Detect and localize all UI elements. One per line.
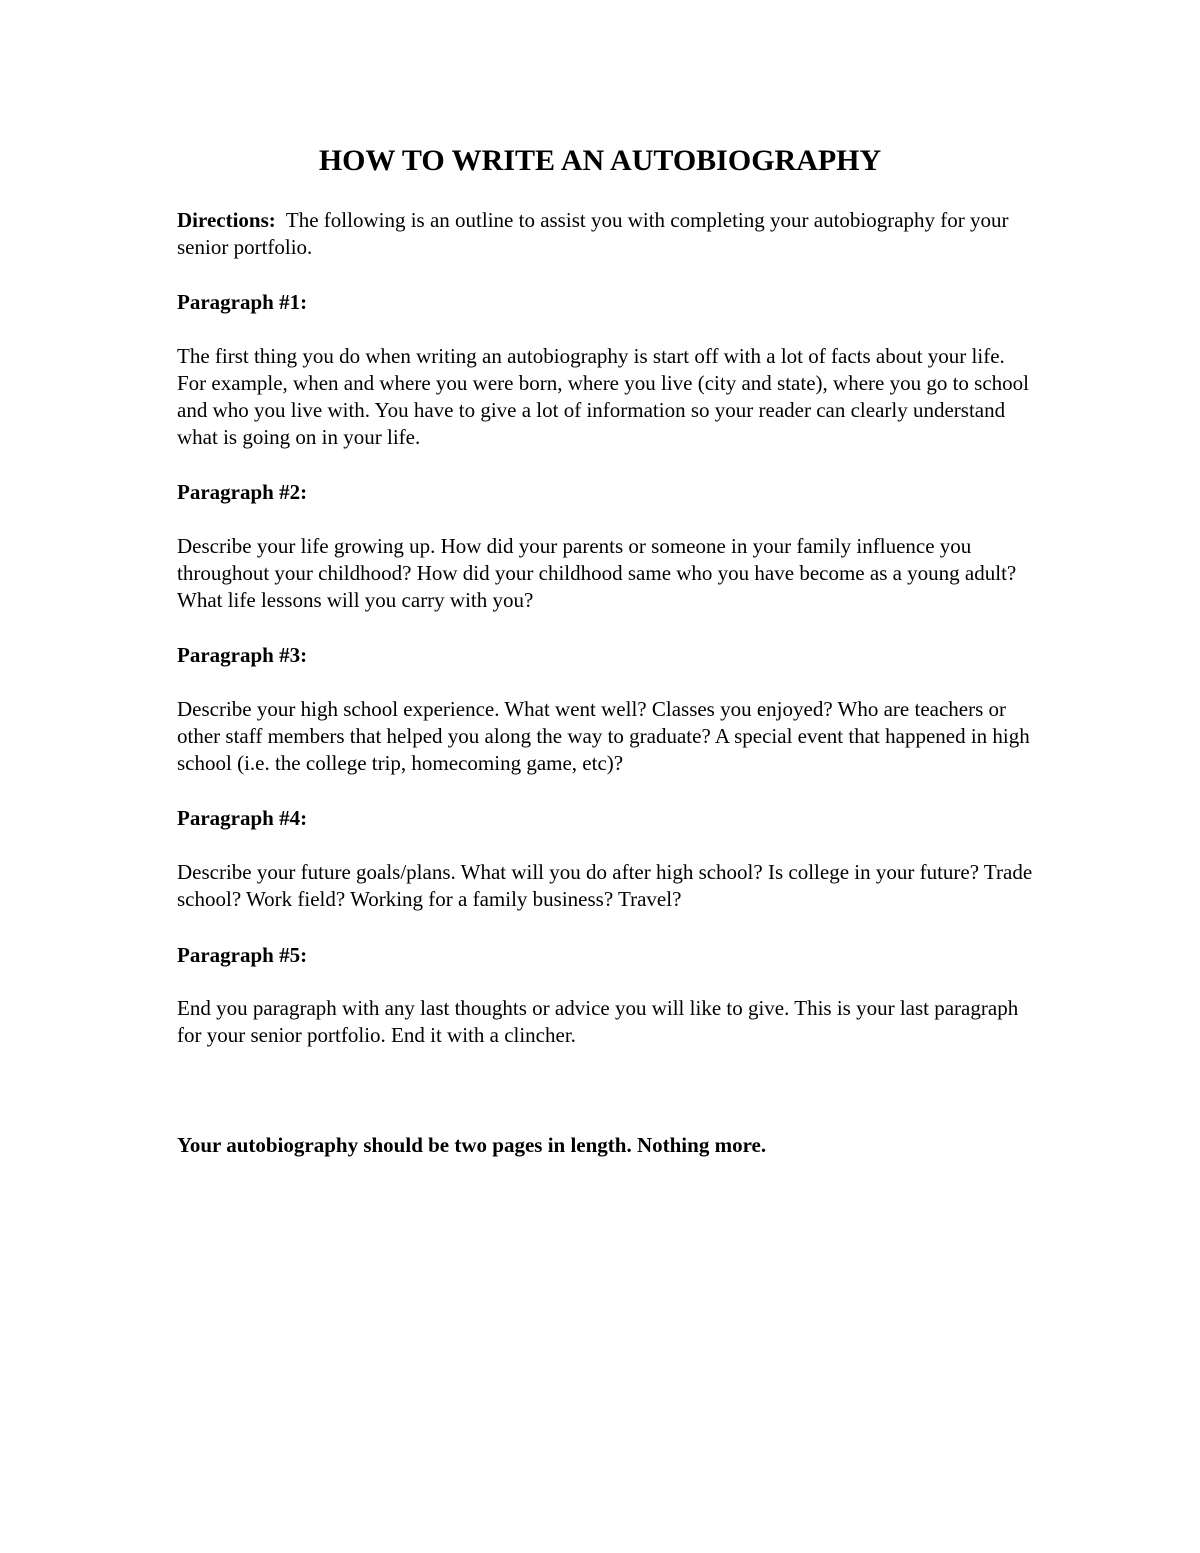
paragraph-1-heading: Paragraph #1: [177,290,308,314]
paragraph-4-body: Describe your future goals/plans. What will you do after high school? Is college in your future? Trade school? Work field? Working for a family business? Travel? [177,860,1033,911]
directions [177,207,1037,261]
paragraph-4-heading: Paragraph #4: [177,806,308,830]
paragraph-2-heading: Paragraph #2: [177,480,308,504]
closing-note: Your autobiography should be two pages in length. Nothing more. [177,1133,767,1157]
directions-label: Directions: [177,208,276,232]
directions-text: The following is an outline to assist you with completing your autobiography for your senior portfolio. [177,208,1009,259]
paragraph-3-body: Describe your high school experience. What went well? Classes you enjoyed? Who are teachers or other staff members that helped you along the way to graduate? A special event that happened in high school (i.e. the college trip, homecoming game, etc)? [177,697,1030,775]
paragraph-5-body: End you paragraph with any last thoughts or advice you will like to give. This is your last paragraph for your senior portfolio. End it with a clincher. [177,996,1019,1047]
page-title: HOW TO WRITE AN AUTOBIOGRAPHY [318,144,882,177]
paragraph-3-heading: Paragraph #3: [177,643,308,667]
paragraph-5-heading: Paragraph #5: [177,943,308,967]
paragraph-2-body: Describe your life growing up. How did your parents or someone in your family influence you throughout your childhood? How did your childhood same who you have become as a young adult? What life lessons will you carry with you? [177,534,1017,612]
paragraph-1-body: The first thing you do when writing an autobiography is start off with a lot of facts about your life. For example, when and where you were born, where you live (city and state), where you go to school and who you live with. You have to give a lot of information so your reader can clearly understand what is going on in your life. [177,344,1029,449]
